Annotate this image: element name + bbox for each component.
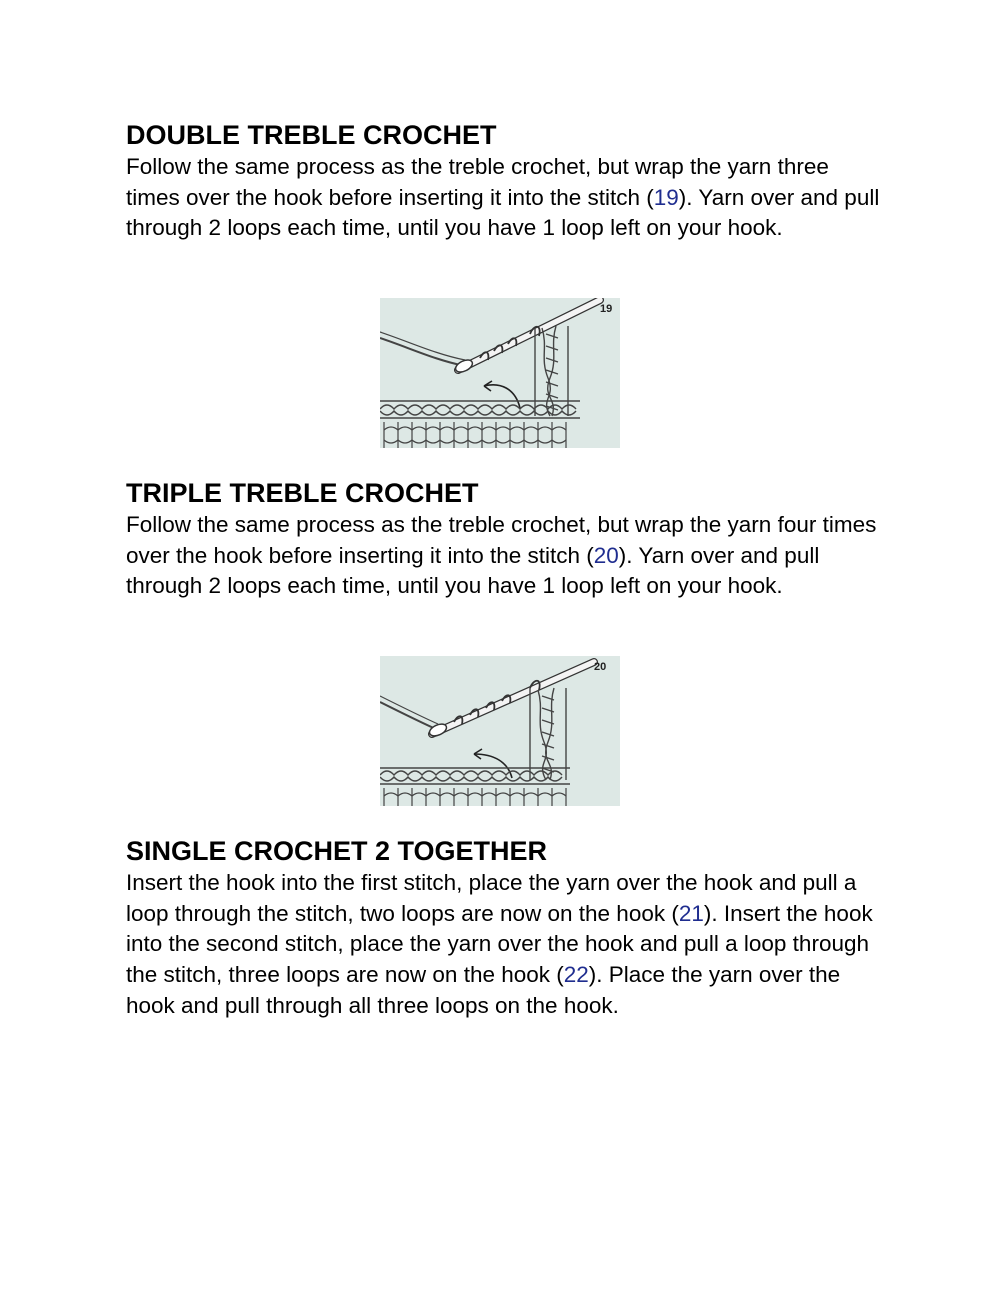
figure-ref-20[interactable]: 20	[593, 542, 619, 568]
section-double-treble	[126, 118, 886, 244]
heading-double-treble: DOUBLE TREBLE CROCHET	[126, 120, 497, 150]
heading-triple-treble: TRIPLE TREBLE CROCHET	[126, 478, 479, 508]
paragraph-single-crochet-2-together: Insert the hook into the first stitch, place the yarn over the hook and pull a loop through the stitch, two loops are now on the hook (21). Insert the hook into the second stitch, place the yarn over the hook and pull a loop through the stitch, three loops are now on the hook (22). Place the yarn over the hook and pull through all three loops on the hook.	[126, 870, 873, 1018]
figure-20-label: 20	[594, 661, 607, 673]
paragraph-double-treble: Follow the same process as the treble crochet, but wrap the yarn three times over the hook before inserting it into the stitch (19). Yarn over and pull through 2 loops each time, until you have 1 loop left on your hook.	[126, 154, 880, 241]
figure-19-double-treble-illustration	[380, 298, 620, 448]
section-single-crochet-2-together	[126, 834, 886, 1022]
figure-19-label: 19	[600, 303, 613, 315]
figure-ref-22[interactable]: 22	[563, 962, 589, 988]
figure-ref-21[interactable]: 21	[678, 900, 704, 926]
heading-single-crochet-2-together: SINGLE CROCHET 2 TOGETHER	[126, 836, 548, 866]
figure-20-triple-treble-illustration	[380, 656, 620, 806]
paragraph-triple-treble: Follow the same process as the treble crochet, but wrap the yarn four times over the hook before inserting it into the stitch (20). Yarn over and pull through 2 loops each time, until you have 1 loop left on your hook.	[126, 512, 877, 599]
section-triple-treble	[126, 476, 886, 602]
figure-ref-19[interactable]: 19	[653, 184, 679, 210]
